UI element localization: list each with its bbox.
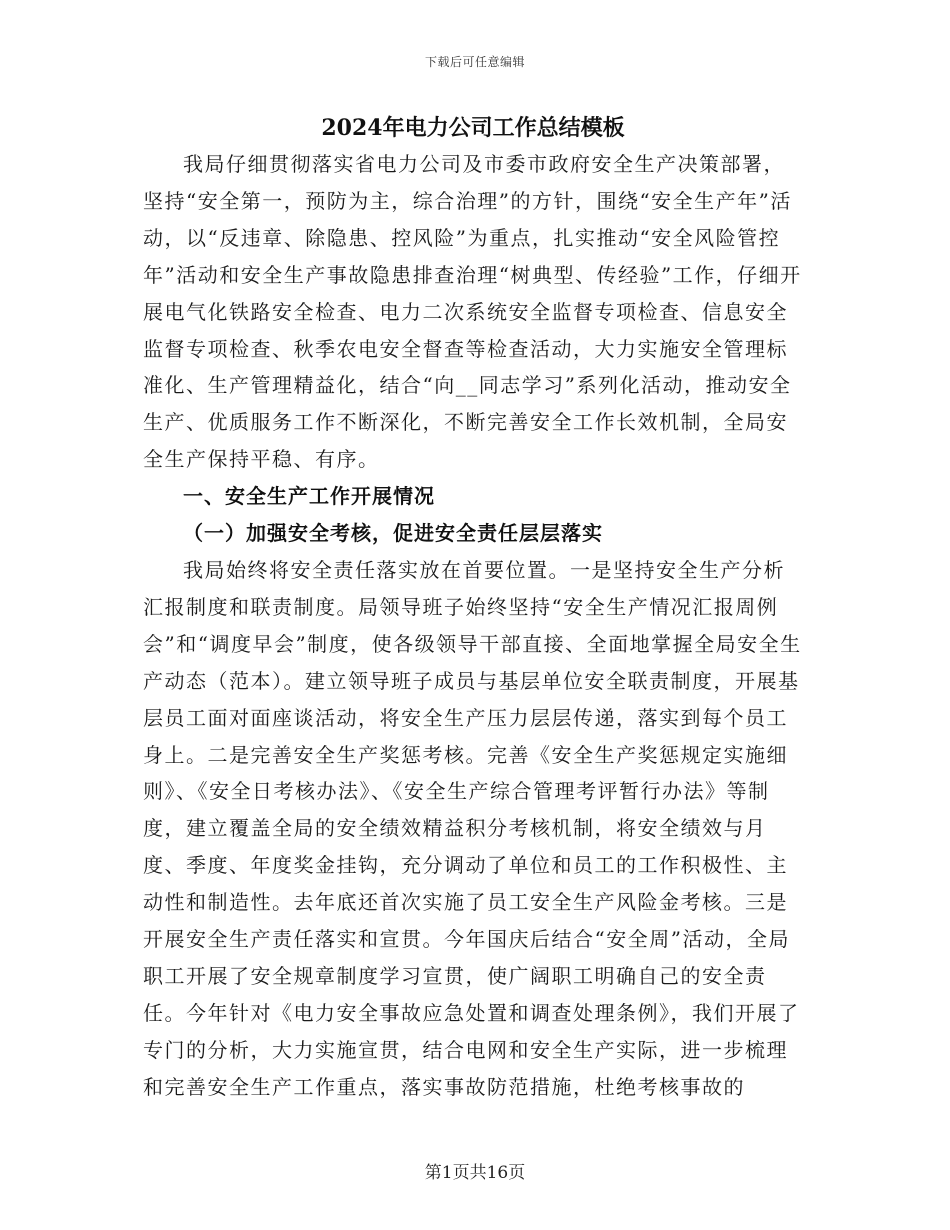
body-paragraph: 我局始终将安全责任落实放在首要位置。一是坚持安全生产分析汇报制度和联责制度。局领导班子始终坚持“安全生产情况汇报周例会”和“调度早会”制度，使各级领导干部直接、全面地掌握全局安全生产动态（范本）。建立领导班子成员与基层单位安全联责制度，开展基层员工面对面座谈活动，将安全生产压力层层传递，落实到每个员工身上。二是完善安全生产奖惩考核。完善《安全生产奖惩规定实施细则》、《安全日考核办法》、《安全生产综合管理考评暂行办法》等制度，建立覆盖全局的安全绩效精益积分考核机制，将安全绩效与月度、季度、年度奖金挂钩，充分调动了单位和员工的工作积极性、主动性和制造性。去年底还首次实施了员工安全生产风险金考核。三是开展安全生产责任落实和宣贯。今年国庆后结合“安全周”活动，全局职工开展了安全规章制度学习宣贯，使广阔职工明确自己的安全责任。今年针对《电力安全事故应急处置和调查处理条例》，我们开展了专门的分析，大力实施宣贯，结合电网和安全生产实际，进一步梳理和完善安全生产工作重点，落实事故防范措施，杜绝考核事故的 (143, 557, 802, 1099)
section-heading-1: 一、安全生产工作开展情况 (183, 484, 435, 509)
subsection-heading-1: （一）加强安全考核，促进安全责任层层落实 (183, 521, 603, 546)
document-body (143, 110, 803, 1106)
intro-paragraph: 我局仔细贯彻落实省电力公司及市委市政府安全生产决策部署，坚持“安全第一，预防为主，综合治理”的方针，围绕“安全生产年”活动，以“反违章、除隐患、控风险”为重点，扎实推动“安全风险管控年”活动和安全生产事故隐患排查治理“树典型、传经验”工作，仔细开展电气化铁路安全检查、电力二次系统安全监督专项检查、信息安全监督专项检查、秋季农电安全督查等检查活动，大力实施安全管理标准化、生产管理精益化，结合“向__同志学习”系列化活动，推动安全生产、优质服务工作不断深化，不断完善安全工作长效机制，全局安全生产保持平稳、有序。 (143, 152, 802, 472)
page-number: 第1页共16页 (424, 1163, 526, 1183)
page-header-note: 下载后可任意编辑 (424, 55, 525, 69)
document-title: 2024年电力公司工作总结模板 (321, 115, 625, 141)
